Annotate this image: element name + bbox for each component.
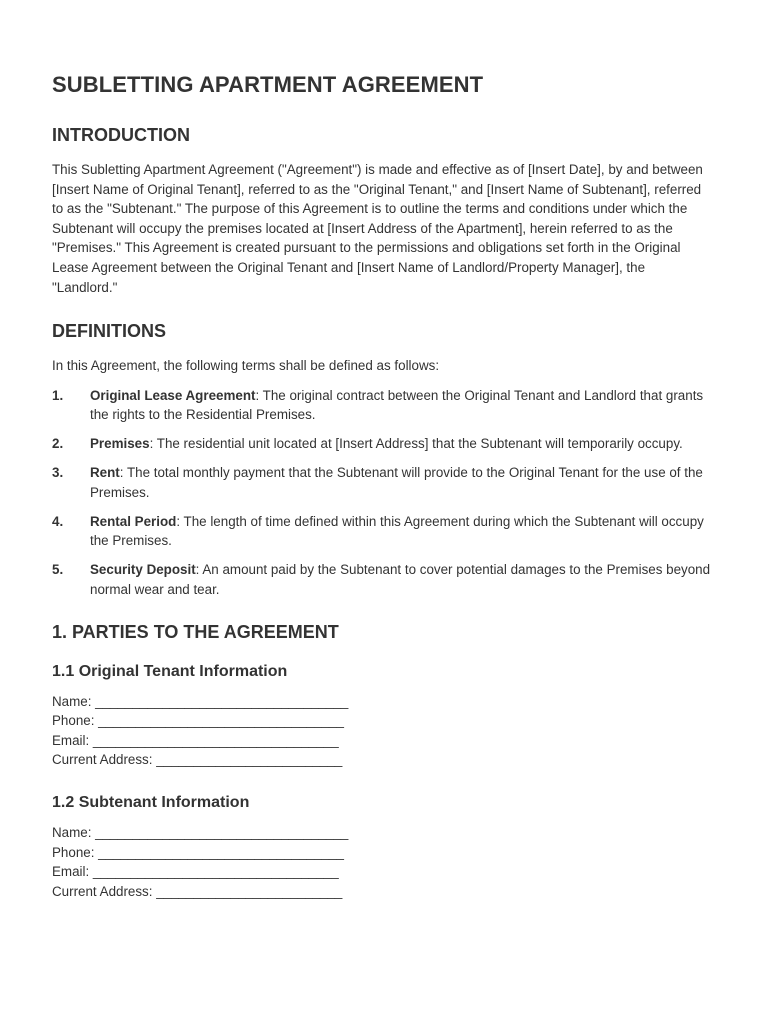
definition-term: Rent <box>90 465 120 481</box>
subtenant-phone-field[interactable]: Phone: _________________________________ <box>52 844 344 860</box>
original-tenant-fields <box>52 692 714 770</box>
definition-number: 4. <box>52 513 64 529</box>
subtenant-name-field[interactable]: Name: __________________________________ <box>52 825 349 841</box>
original-tenant-address-field[interactable]: Current Address: _________________________ <box>52 752 343 768</box>
subtenant-fields <box>52 823 714 901</box>
parties-heading: 1. PARTIES TO THE AGREEMENT <box>52 621 339 642</box>
introduction-paragraph: This Subletting Apartment Agreement ("Agreement") is made and effective as of [Insert Date], by and between [Insert Name of Original Tenant], referred to as the "Original Tenant," and [Insert Name of Subtenant], referred to as the "Subtenant." The purpose of this Agreement is to outline the terms and conditions under which the Subtenant will occupy the premises located at [Insert Address of the Apartment], herein referred to as the "Premises." This Agreement is created pursuant to the permissions and obligations set forth in the Original Lease Agreement between the Original Tenant and [Insert Name of Landlord/Property Manager], the "Landlord." <box>52 162 703 295</box>
definition-item <box>52 434 714 454</box>
definition-text: : The total monthly payment that the Subtenant will provide to the Original Tenant for the use of the Premises. <box>90 465 703 500</box>
original-tenant-phone-field[interactable]: Phone: _________________________________ <box>52 713 344 729</box>
definition-number: 2. <box>52 436 64 452</box>
definitions-heading: DEFINITIONS <box>52 321 167 342</box>
definition-item <box>52 512 714 551</box>
definition-item <box>52 560 714 599</box>
definition-term: Rental Period <box>90 513 177 529</box>
subtenant-email-field[interactable]: Email: _________________________________ <box>52 864 339 880</box>
definition-text: : The length of time defined within this Agreement during which the Subtenant will occupy the Premises. <box>90 513 704 549</box>
definition-body <box>90 560 714 599</box>
definitions-list <box>52 386 714 600</box>
definition-body <box>90 512 714 551</box>
definition-body <box>90 463 714 502</box>
definition-text: : The original contract between the Original Tenant and Landlord that grants the rights to the Residential Premises. <box>90 387 704 423</box>
definition-term: Premises <box>90 436 150 452</box>
original-tenant-name-field[interactable]: Name: __________________________________ <box>52 693 349 709</box>
definition-item <box>52 463 714 502</box>
original-tenant-heading: 1.1 Original Tenant Information <box>52 662 288 680</box>
definition-term: Original Lease Agreement <box>90 387 256 403</box>
document-title: SUBLETTING APARTMENT AGREEMENT <box>52 72 484 97</box>
definition-number: 1. <box>52 387 64 403</box>
definition-body <box>90 434 714 454</box>
definition-body <box>90 386 714 425</box>
definition-term: Security Deposit <box>90 562 196 578</box>
introduction-heading: INTRODUCTION <box>52 125 190 145</box>
definition-number: 3. <box>52 465 64 481</box>
subtenant-heading: 1.2 Subtenant Information <box>52 794 250 812</box>
subtenant-address-field[interactable]: Current Address: _________________________ <box>52 883 343 899</box>
definition-text: : The residential unit located at [Insert Address] that the Subtenant will temporarily occupy. <box>149 436 683 452</box>
definition-number: 5. <box>52 562 64 578</box>
definition-item <box>52 386 714 425</box>
definitions-intro: In this Agreement, the following terms shall be defined as follows: <box>52 358 440 374</box>
definition-text: : An amount paid by the Subtenant to cover potential damages to the Premises beyond normal wear and tear. <box>90 562 711 598</box>
original-tenant-email-field[interactable]: Email: _________________________________ <box>52 732 339 748</box>
